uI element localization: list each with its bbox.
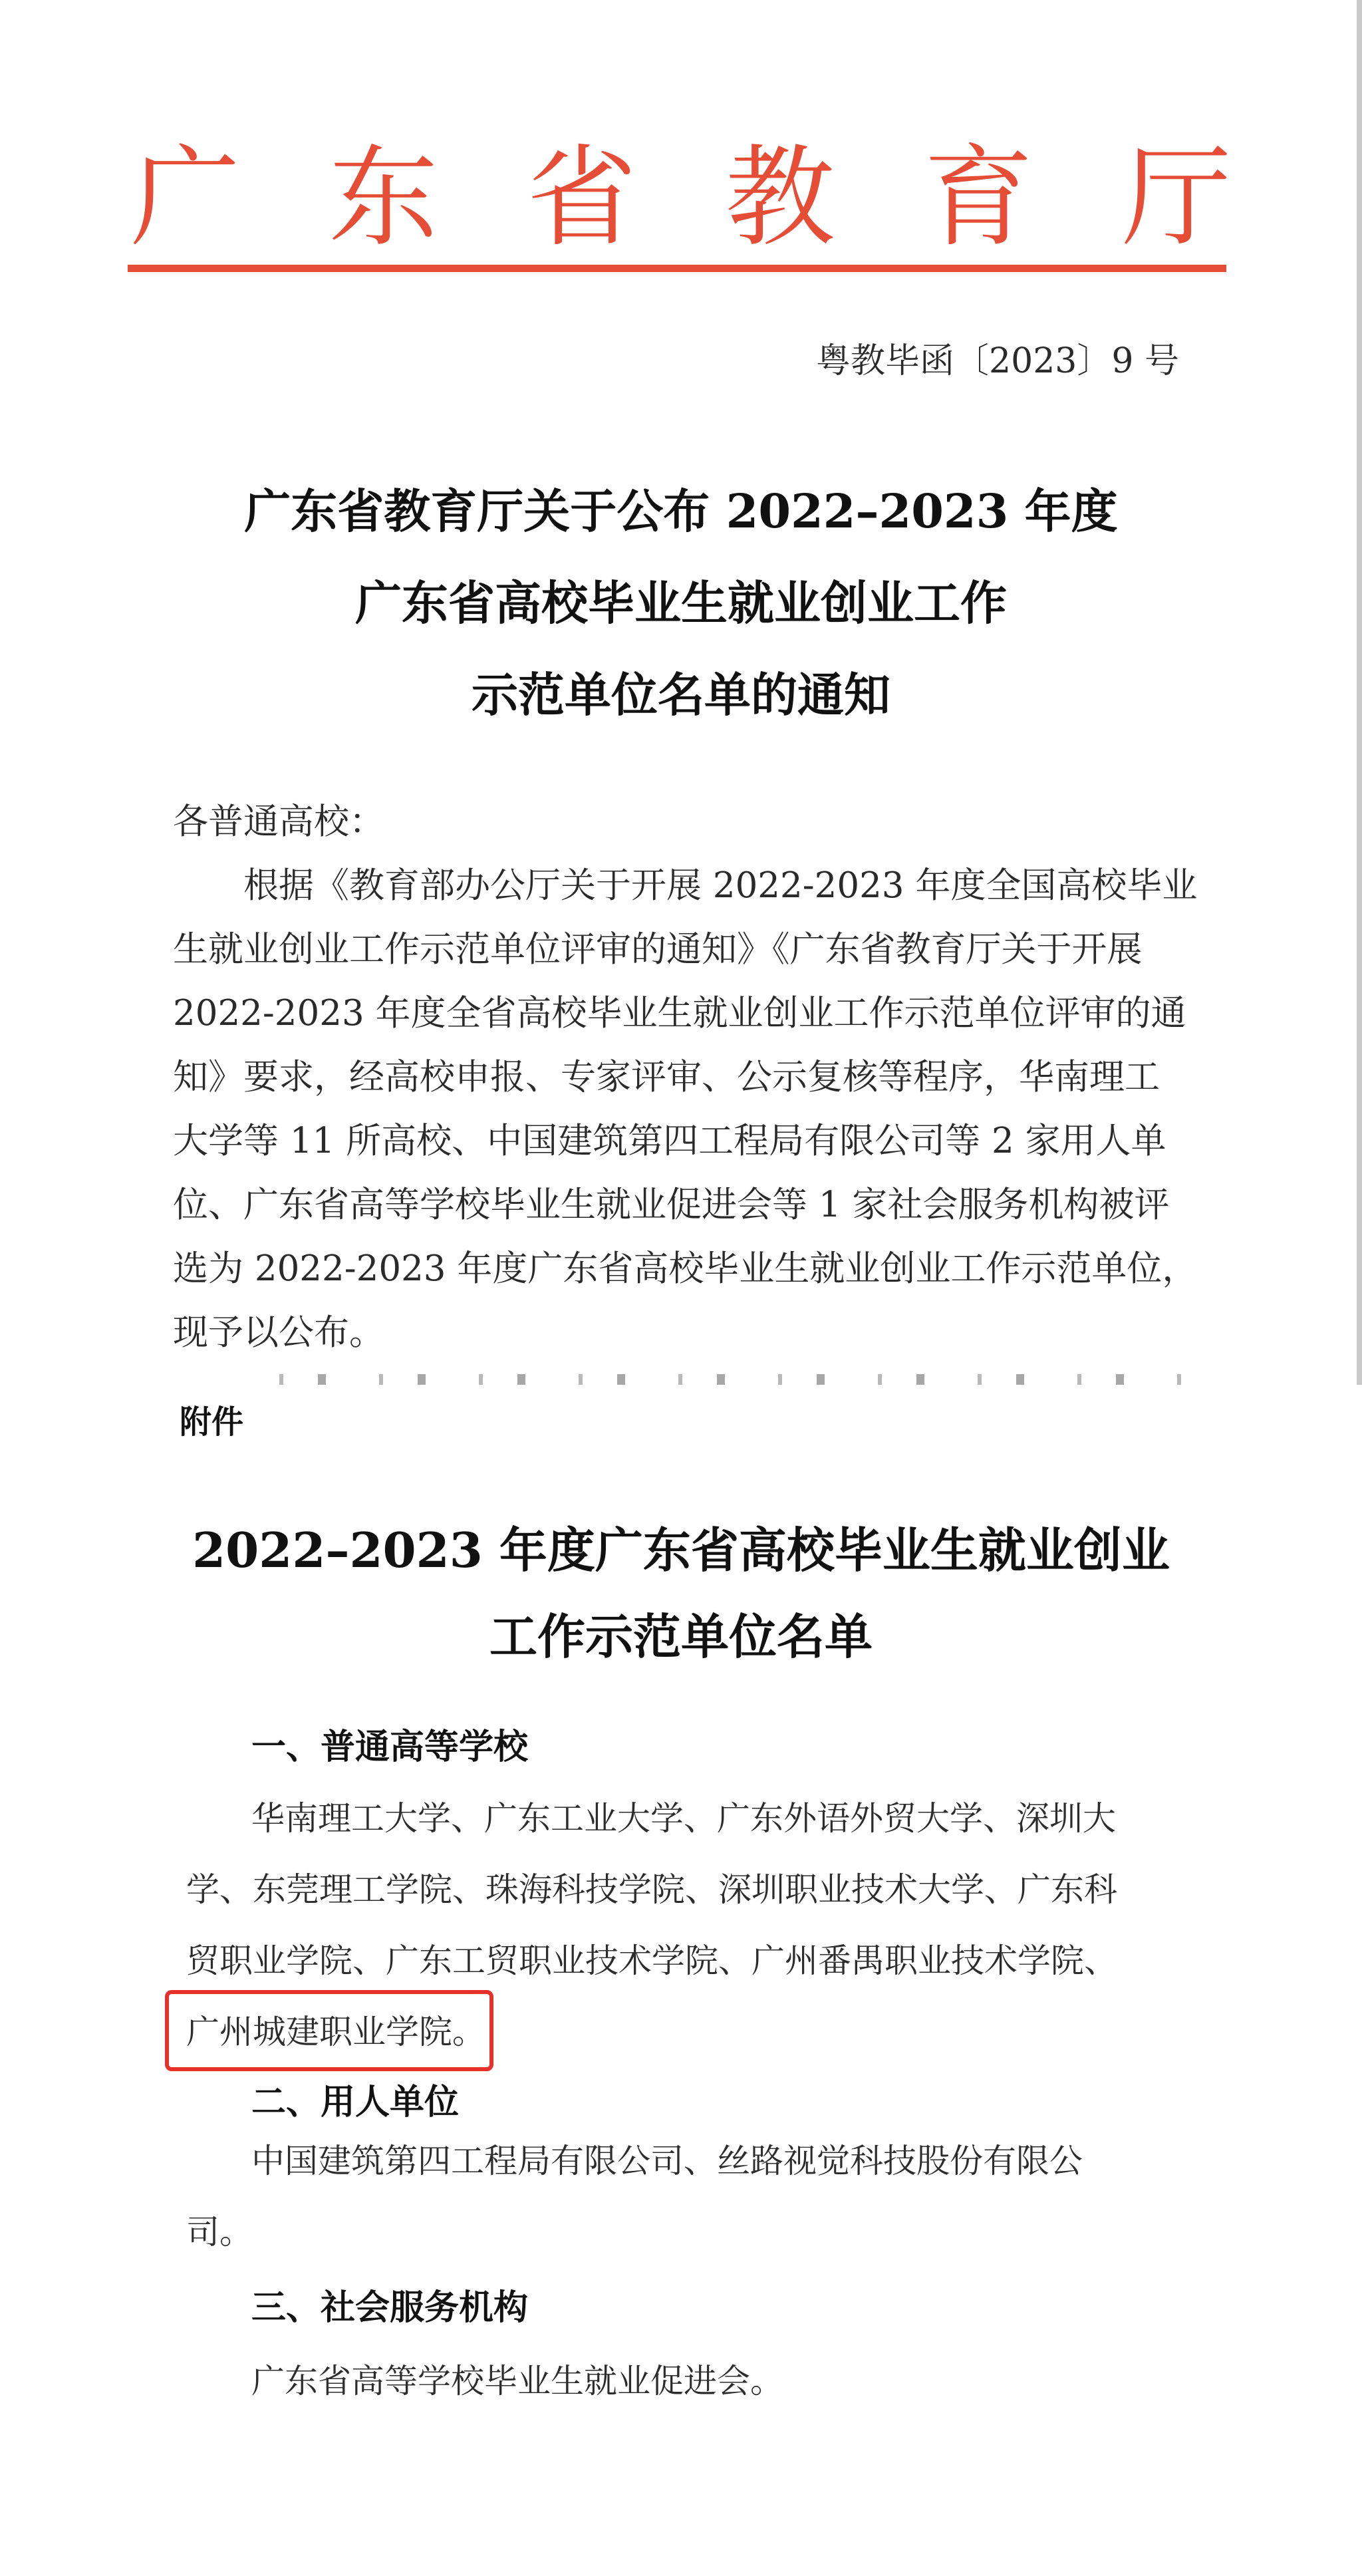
letterhead (130, 128, 1232, 267)
letterhead-char: 教 (725, 133, 835, 261)
letterhead-char: 广 (130, 133, 240, 261)
section-heading-service-orgs: 三、社会服务机构 (251, 2288, 529, 2328)
page-edge-shadow (1357, 0, 1362, 1385)
addressee: 各普通高校： (173, 801, 384, 842)
paragraph-line: 生就业创业工作示范单位评审的通知》《广东省教育厅关于开展 (173, 929, 1143, 970)
list-line: 司。 (186, 2213, 253, 2251)
list-line: 贸职业学院、广东工贸职业技术学院、广州番禺职业技术学院、 (186, 1941, 1117, 1980)
attachment-title-line: 工作示范单位名单 (489, 1608, 873, 1665)
attachment-title (133, 1507, 1229, 1680)
section-heading-universities: 一、普通高等学校 (251, 1727, 529, 1767)
list-line: 广东省高等学校毕业生就业促进会。 (251, 2362, 783, 2400)
paragraph-line: 现予以公布。 (173, 1312, 384, 1353)
paragraph-line: 根据《教育部办公厅关于开展 2022-2023 年度全国高校毕业 (243, 865, 1198, 906)
letterhead-char: 厅 (1121, 133, 1232, 261)
notice-title-line: 广东省高校毕业生就业创业工作 (355, 575, 1007, 631)
paragraph-line: 知》要求，经高校申报、专家评审、公示复核等程序，华南理工 (173, 1057, 1160, 1097)
section-heading-employers: 二、用人单位 (251, 2082, 460, 2122)
attachment-title-line: 2022–2023 年度广东省高校毕业生就业创业 (192, 1522, 1170, 1578)
letterhead-rule (128, 265, 1226, 272)
list-line-highlighted: 广州城建职业学院。 (186, 2013, 485, 2051)
letterhead-char: 省 (527, 133, 637, 261)
notice-title-line: 示范单位名单的通知 (472, 667, 890, 722)
section-list-service-orgs (186, 2346, 1197, 2417)
highlight-box (165, 1990, 493, 2071)
notice-paragraph (173, 854, 1198, 1365)
list-line: 华南理工大学、广东工业大学、广东外语外贸大学、深圳大 (251, 1799, 1116, 1838)
paragraph-line: 2022-2023 年度全省高校毕业生就业创业工作示范单位评审的通 (173, 993, 1186, 1034)
list-line: 学、东莞理工学院、珠海科技学院、深圳职业技术大学、广东科 (186, 1870, 1117, 1909)
notice-title-line: 广东省教育厅关于公布 2022–2023 年度 (244, 484, 1118, 539)
paragraph-line: 大学等 11 所高校、中国建筑第四工程局有限公司等 2 家用人单 (173, 1121, 1166, 1161)
section-list-employers (186, 2126, 1197, 2268)
document-number: 粤教毕函〔2023〕9 号 (816, 341, 1179, 381)
attachment-label: 附件 (180, 1403, 244, 1441)
paragraph-line: 选为 2022-2023 年度广东省高校毕业生就业创业工作示范单位， (173, 1248, 1198, 1289)
letterhead-char: 东 (329, 133, 439, 261)
cropped-text-edge (279, 1374, 1184, 1385)
letterhead-char: 育 (923, 133, 1033, 261)
notice-title (166, 466, 1196, 741)
list-line: 中国建筑第四工程局有限公司、丝路视觉科技股份有限公 (251, 2142, 1083, 2180)
paragraph-line: 位、广东省高等学校毕业生就业促进会等 1 家社会服务机构被评 (173, 1185, 1170, 1225)
